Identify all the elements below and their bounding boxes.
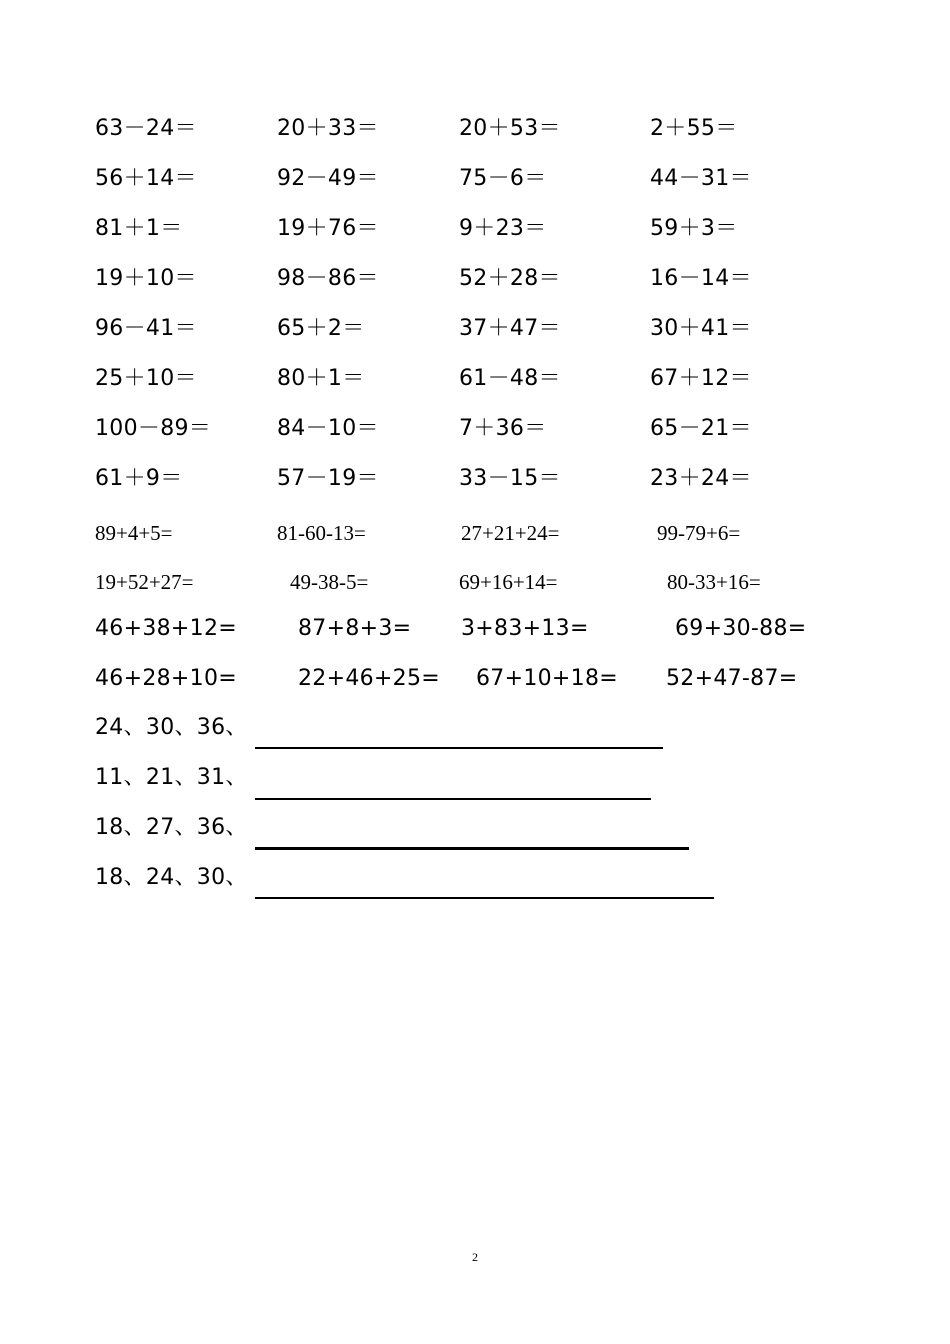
problem: 87+8+3= — [298, 616, 412, 641]
problem: 20＋53＝ — [459, 116, 561, 141]
problem: 27+21+24= — [461, 521, 560, 545]
problem-row — [0, 113, 950, 145]
answer-line[interactable] — [255, 798, 651, 800]
problem: 19＋76＝ — [277, 216, 379, 241]
problem: 20＋33＝ — [277, 116, 379, 141]
problem: 67+10+18= — [476, 666, 618, 691]
problem: 84－10＝ — [277, 416, 379, 441]
sequence-row — [0, 712, 950, 752]
problem-row — [0, 566, 950, 598]
problem: 7＋36＝ — [459, 416, 547, 441]
problem: 25＋10＝ — [95, 366, 197, 391]
problem: 57－19＝ — [277, 466, 379, 491]
sequence-prompt: 24、30、36、 — [95, 715, 248, 740]
sequence-prompt: 18、27、36、 — [95, 815, 248, 840]
answer-line[interactable] — [255, 847, 689, 850]
problem: 81-60-13= — [277, 521, 366, 545]
problem: 65＋2＝ — [277, 316, 365, 341]
problem-row — [0, 663, 950, 695]
problem: 3+83+13= — [461, 616, 589, 641]
problem: 89+4+5= — [95, 521, 173, 545]
problem: 69+30-88= — [675, 616, 807, 641]
problem-row — [0, 613, 950, 645]
problem: 61－48＝ — [459, 366, 561, 391]
problem: 80-33+16= — [667, 570, 761, 594]
sequence-row — [0, 862, 950, 902]
problem: 30＋41＝ — [650, 316, 752, 341]
problem: 33－15＝ — [459, 466, 561, 491]
problem: 67＋12＝ — [650, 366, 752, 391]
answer-line[interactable] — [255, 747, 663, 749]
problem-row — [0, 263, 950, 295]
problem: 63－24＝ — [95, 116, 197, 141]
problem: 96－41＝ — [95, 316, 197, 341]
problem: 22+46+25= — [298, 666, 440, 691]
sequence-row — [0, 812, 950, 852]
problem-row — [0, 463, 950, 495]
problem: 81＋1＝ — [95, 216, 183, 241]
problem-row — [0, 313, 950, 345]
problem: 19+52+27= — [95, 570, 194, 594]
sequence-prompt: 11、21、31、 — [95, 765, 248, 790]
answer-line[interactable] — [255, 897, 714, 899]
problem: 19＋10＝ — [95, 266, 197, 291]
problem: 56＋14＝ — [95, 166, 197, 191]
problem: 46+38+12= — [95, 616, 237, 641]
problem: 52＋28＝ — [459, 266, 561, 291]
problem: 98－86＝ — [277, 266, 379, 291]
problem-row — [0, 413, 950, 445]
problem: 69+16+14= — [459, 570, 558, 594]
problem: 92－49＝ — [277, 166, 379, 191]
problem: 9＋23＝ — [459, 216, 547, 241]
sequence-prompt: 18、24、30、 — [95, 865, 248, 890]
page-number: 2 — [472, 1250, 478, 1264]
problem: 59＋3＝ — [650, 216, 738, 241]
problem: 65－21＝ — [650, 416, 752, 441]
problem-row — [0, 213, 950, 245]
problem: 44－31＝ — [650, 166, 752, 191]
problem: 61＋9＝ — [95, 466, 183, 491]
problem-row — [0, 517, 950, 549]
problem: 16－14＝ — [650, 266, 752, 291]
problem: 49-38-5= — [290, 570, 369, 594]
problem: 2＋55＝ — [650, 116, 738, 141]
sequence-row — [0, 762, 950, 802]
problem: 23＋24＝ — [650, 466, 752, 491]
problem: 37＋47＝ — [459, 316, 561, 341]
problem: 75－6＝ — [459, 166, 547, 191]
problem: 100－89＝ — [95, 416, 212, 441]
problem-row — [0, 163, 950, 195]
problem: 52+47-87= — [666, 666, 798, 691]
problem: 99-79+6= — [657, 521, 741, 545]
problem-row — [0, 363, 950, 395]
problem: 46+28+10= — [95, 666, 237, 691]
problem: 80＋1＝ — [277, 366, 365, 391]
